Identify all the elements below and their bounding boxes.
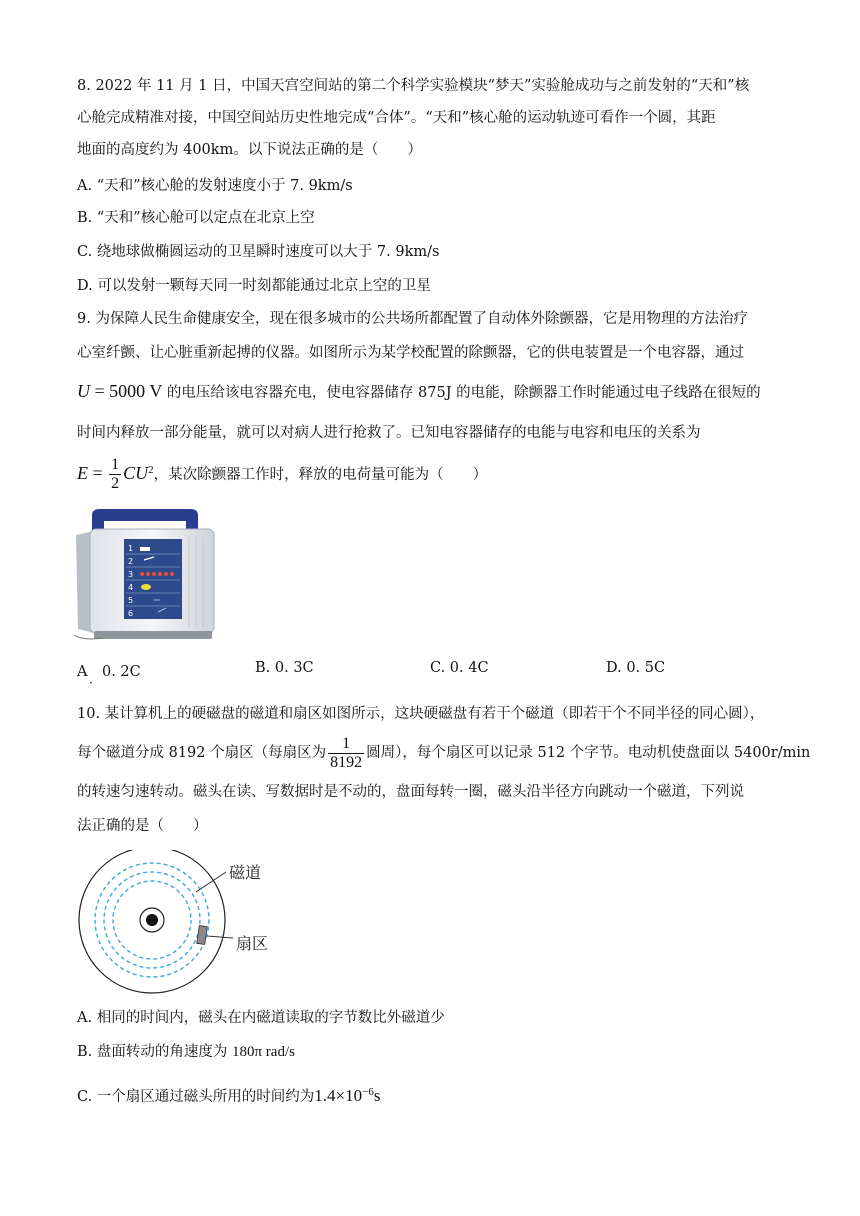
sector-block — [197, 926, 207, 945]
defibrillator-image — [74, 505, 216, 645]
q10-stem-line2 — [77, 733, 810, 773]
fraction-numerator: 1 — [328, 735, 364, 754]
q8-option-c: C. 绕地球做椭圆运动的卫星瞬时速度可以大于 7. 9km/s — [77, 244, 440, 260]
q10-option-b-value: 180π rad/s — [231, 1044, 295, 1060]
device-label-2: 2 — [128, 557, 134, 566]
sector-leader — [207, 936, 233, 938]
q10-option-a: A. 相同的时间内，磁头在内磁道读取的字节数比外磁道少 — [77, 1010, 445, 1026]
cu-symbol: CU — [123, 462, 149, 483]
q8-stem-line3: 地面的高度约为 400km。以下说法正确的是（ ） — [77, 142, 422, 158]
q10-stem-line4: 法正确的是（ ） — [77, 818, 208, 834]
q8-option-a: A. “天和”核心舱的发射速度小于 7. 9km/s — [77, 178, 353, 194]
fraction-numerator: 1 — [111, 456, 120, 474]
q9-option-a-dot: · — [89, 676, 93, 690]
hard-disk-diagram — [76, 850, 296, 1000]
q8-stem-line1: 8. 2022 年 11 月 1 日，中国天宫空间站的第二个科学实验模块“梦天”实验舱成功与之前发射的“天和”核 — [77, 78, 750, 94]
device-label-3: 3 — [128, 570, 134, 579]
q9-stem-line3 — [77, 381, 761, 403]
q10-option-b-text: B. 盘面转动的角速度为 — [77, 1044, 232, 1060]
q9-option-a: A 0. 2C — [77, 664, 141, 680]
q10-stem-line3: 的转速匀速转动。磁头在读、写数据时是不动的，盘面每转一圈，磁头沿半径方向跳动一个磁道，下列说 — [77, 784, 744, 800]
energy-symbol: E — [77, 462, 88, 483]
yellow-button — [141, 584, 151, 590]
q9-stem-line5 — [77, 452, 487, 493]
q10-option-b — [77, 1042, 295, 1062]
q9-stem-line3-text: 的电压给该电容器充电，使电容器储存 875J 的电能，除颤器工作时能通过电子线路在很短的 — [162, 385, 761, 401]
q9-option-c: C. 0. 4C — [430, 660, 489, 676]
q9-stem-line4: 时间内释放一部分能量，就可以对病人进行抢救了。已知电容器储存的电能与电容和电压的关系为 — [77, 425, 701, 441]
q9-stem-line5-text: ，某次除颤器工作时，释放的电荷量可能为（ ） — [153, 466, 488, 483]
q9-stem-line2: 心室纤颤、让心脏重新起搏的仪器。如图所示为某学校配置的除颤器，它的供电装置是一个电容器，通过 — [77, 345, 744, 361]
q10-stem-line2-part1: 每个磁道分成 8192 个扇区（每扇区为 — [77, 745, 327, 761]
fraction-denominator: 2 — [111, 475, 120, 493]
q9-option-b: B. 0. 3C — [255, 660, 314, 676]
sector-label: 扇区 — [236, 934, 269, 953]
q10-stem-line2-part2: 圆周），每个扇区可以记录 512 个字节。电动机使盘面以 5400r/min — [366, 745, 811, 761]
q10-option-c-base: 1.4×10 — [314, 1085, 363, 1105]
equals-sign: = — [88, 462, 108, 483]
q10-option-c-text: C. 一个扇区通过磁头所用的时间约为 — [77, 1088, 315, 1105]
track-leader — [196, 872, 226, 892]
fraction-denominator: 8192 — [330, 753, 363, 771]
q9-option-d: D. 0. 5C — [606, 660, 666, 676]
square-exponent: 2 — [148, 464, 154, 476]
voltage-symbol: U — [77, 381, 90, 401]
fraction-sector — [328, 735, 364, 772]
q10-option-c — [77, 1082, 380, 1107]
track-label: 磁道 — [229, 863, 262, 882]
q8-option-d: D. 可以发射一颗每天同一时刻都能通过北京上空的卫星 — [77, 278, 431, 294]
device-label-1: 1 — [128, 544, 134, 553]
spindle-hub — [146, 914, 158, 926]
voltage-value: = 5000 V — [90, 381, 163, 401]
q10-option-c-exponent: −6 — [362, 1086, 374, 1098]
device-label-6: 6 — [128, 609, 134, 618]
q10-option-c-unit: s — [373, 1085, 381, 1105]
q9-stem-line1: 9. 为保障人民生命健康安全，现在很多城市的公共场所都配置了自动体外除颤器，它是用物理的方法治疗 — [77, 311, 748, 327]
device-base — [94, 631, 212, 639]
fraction-half — [109, 456, 121, 493]
device-label-4: 4 — [128, 583, 134, 592]
q10-stem-line1: 10. 某计算机上的硬磁盘的磁道和扇区如图所示，这块硬磁盘有若干个磁道（即若干个不同半径的同心圆）， — [77, 706, 765, 722]
device-label-5: 5 — [128, 596, 134, 605]
q8-option-b: B. “天和”核心舱可以定点在北京上空 — [77, 210, 315, 226]
q8-stem-line2: 心舱完成精准对接，中国空间站历史性地完成“合体”。“天和”核心舱的运动轨迹可看作一个圆，其距 — [77, 110, 716, 126]
